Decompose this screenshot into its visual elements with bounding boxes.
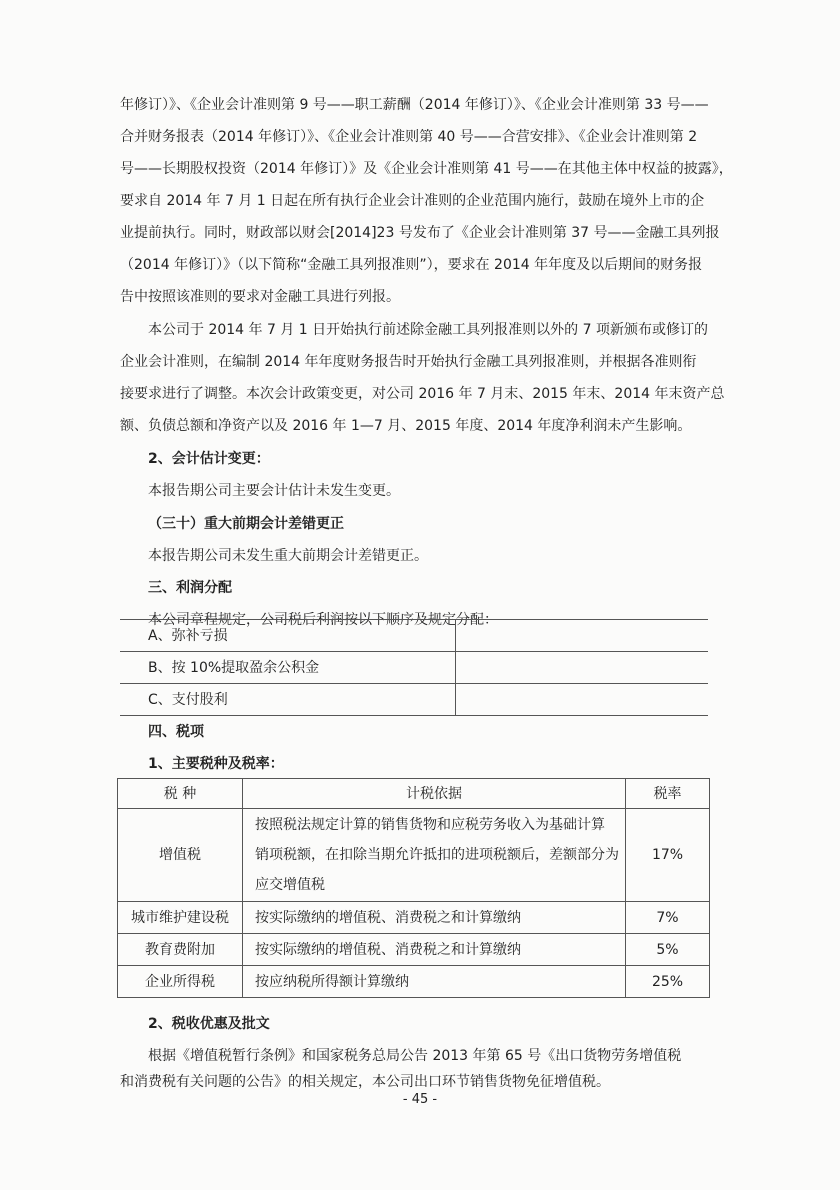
tax-basis [243, 809, 626, 902]
table-row [120, 620, 708, 652]
paragraph-line: 业提前执行。同时，财政部以财会[2014]23 号发布了《企业会计准则第 37 号——金融工具列报 [120, 225, 720, 241]
paragraph-line: 接要求进行了调整。本次会计政策变更，对公司 2016 年 7 月末、2015 年末、2014 年末资产总 [120, 386, 725, 402]
paragraph-line: 年修订）》、《企业会计准则第 9 号——职工薪酬（2014 年修订）》、《企业会计准则第 33 号—— [120, 97, 709, 113]
paragraph-line: 根据《增值税暂行条例》和国家税务总局公告 2013 年第 65 号《出口货物劳务增值税 [148, 1048, 682, 1064]
paragraph-line: 和消费税有关问题的公告》的相关规定，本公司出口环节销售货物免征增值税。 [120, 1074, 610, 1090]
table-cell [456, 684, 709, 716]
paragraph-line: 企业会计准则，在编制 2014 年年度财务报告时开始执行金融工具列报准则，并根据各准则衔 [120, 354, 697, 370]
section-heading: 2、会计估计变更： [148, 451, 270, 467]
section-heading: 1、主要税种及税率： [148, 756, 284, 772]
paragraph-line: 本公司于 2014 年 7 月 1 日开始执行前述除金融工具列报准则以外的 7 项新颁布或修订的 [148, 322, 708, 338]
tax-name: 增值税 [118, 809, 243, 902]
header-tax-basis: 计税依据 [243, 779, 626, 809]
header-tax-rate: 税率 [626, 779, 710, 809]
table-cell: A、弥补亏损 [120, 620, 456, 652]
tax-basis: 按实际缴纳的增值税、消费税之和计算缴纳 [243, 902, 626, 934]
table-row [118, 902, 710, 934]
tax-basis-line: 销项税额，在扣除当期允许抵扣的进项税额后，差额部分为 [255, 847, 619, 863]
paragraph-line: 本公司章程规定，公司税后利润按以下顺序及规定分配： [148, 612, 498, 628]
paragraph-line: （2014 年修订）》（以下简称“金融工具列报准则”），要求在 2014 年年度及以后期间的财务报 [120, 257, 703, 273]
tax-name: 企业所得税 [118, 966, 243, 998]
tax-rate: 17% [626, 809, 710, 902]
paragraph-line: 合并财务报表（2014 年修订）》、《企业会计准则第 40 号——合营安排》、《企业会计准则第 2 [120, 129, 698, 145]
tax-basis-line: 按照税法规定计算的销售货物和应税劳务收入为基础计算 [255, 817, 605, 833]
tax-rate: 5% [626, 934, 710, 966]
paragraph-line: 要求自 2014 年 7 月 1 日起在所有执行企业会计准则的企业范围内施行，鼓励在境外上市的企 [120, 193, 705, 209]
tax-basis-line: 应交增值税 [255, 877, 325, 893]
table-row [120, 652, 708, 684]
table-row [118, 809, 710, 902]
tax-name: 教育费附加 [118, 934, 243, 966]
paragraph-line: 本报告期公司未发生重大前期会计差错更正。 [148, 548, 428, 564]
section-heading: 四、税项 [148, 724, 204, 740]
section-heading: （三十）重大前期会计差错更正 [148, 516, 344, 532]
tax-basis: 按实际缴纳的增值税、消费税之和计算缴纳 [243, 934, 626, 966]
tax-rate: 25% [626, 966, 710, 998]
page-number: - 45 - [402, 1092, 438, 1107]
table-cell [456, 620, 709, 652]
tax-rate-table [117, 778, 710, 998]
table-cell: C、支付股利 [120, 684, 456, 716]
table-cell [456, 652, 709, 684]
paragraph-line: 告中按照该准则的要求对金融工具进行列报。 [120, 289, 400, 305]
tax-name: 城市维护建设税 [118, 902, 243, 934]
paragraph-line: 本报告期公司主要会计估计未发生变更。 [148, 483, 400, 499]
paragraph-line: 额、负债总额和净资产以及 2016 年 1—7 月、2015 年度、2014 年度净利润未产生影响。 [120, 418, 692, 434]
header-tax-type: 税 种 [118, 779, 243, 809]
table-header-row [118, 779, 710, 809]
paragraph-line: 号——长期股权投资（2014 年修订）》及《企业会计准则第 41 号——在其他主体中权益的披露》， [120, 161, 733, 177]
section-heading: 2、税收优惠及批文 [148, 1016, 270, 1032]
profit-distribution-table [120, 619, 708, 716]
table-row [120, 684, 708, 716]
tax-basis: 按应纳税所得额计算缴纳 [243, 966, 626, 998]
section-heading: 三、利润分配 [148, 580, 232, 596]
table-cell: B、按 10%提取盈余公积金 [120, 652, 456, 684]
table-row [118, 966, 710, 998]
table-row [118, 934, 710, 966]
tax-rate: 7% [626, 902, 710, 934]
